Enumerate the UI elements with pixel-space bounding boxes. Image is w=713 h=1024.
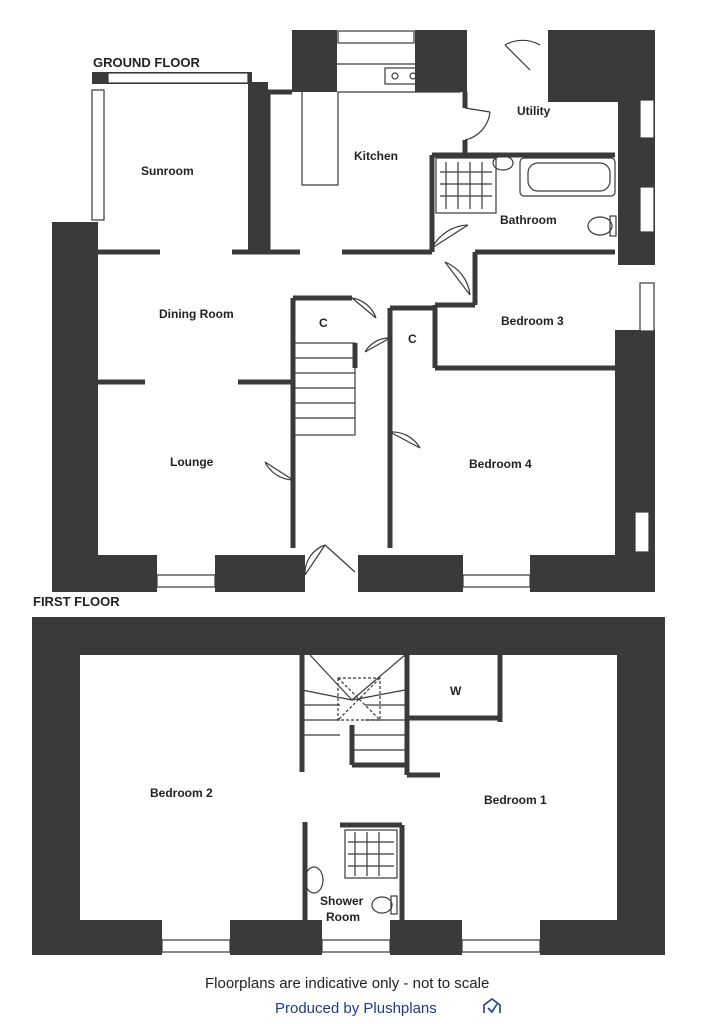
room-label-cupboard-2: C [408, 332, 417, 346]
shower-tray-icon [436, 158, 496, 213]
kitchen-north-wall-east [415, 30, 467, 92]
room-label-lounge: Lounge [170, 455, 214, 469]
shower-room-toilet-icon [372, 897, 392, 913]
room-label-cupboard-1: C [319, 316, 328, 330]
first-east-wall [617, 617, 665, 955]
bedroom2-window [162, 940, 230, 952]
bedroom4-east-window [635, 512, 649, 552]
first-south-wall-4 [540, 920, 665, 955]
ground-south-wall-4 [530, 555, 655, 592]
first-south-wall-2 [230, 920, 322, 955]
bedroom4-south-window [463, 575, 530, 587]
room-label-bedroom-4: Bedroom 4 [469, 457, 532, 471]
room-label-bathroom: Bathroom [500, 213, 557, 227]
ground-south-wall-3 [358, 555, 463, 592]
first-north-wall [32, 617, 665, 655]
kitchen-window [338, 31, 414, 43]
toilet-icon [588, 217, 612, 235]
bedroom3-window [640, 283, 654, 331]
ground-stairs [293, 343, 355, 435]
ground-floor-title: GROUND FLOOR [93, 55, 200, 70]
room-label-bedroom-3: Bedroom 3 [501, 314, 564, 328]
plushplans-house-icon [484, 999, 500, 1013]
ground-west-wall [52, 222, 98, 592]
room-label-dining-room: Dining Room [159, 307, 234, 321]
first-floor-title: FIRST FLOOR [33, 594, 120, 609]
bathroom-window [640, 187, 654, 232]
room-label-wardrobe: W [450, 684, 462, 698]
sunroom-east-wall [248, 82, 268, 254]
bedroom1-window [462, 940, 540, 952]
room-label-sunroom: Sunroom [141, 164, 194, 178]
ground-floor-plan [52, 30, 655, 592]
utility-north-wall [548, 30, 655, 102]
shower-room-basin-icon [305, 867, 323, 893]
room-label-bedroom-1: Bedroom 1 [484, 793, 547, 807]
footer-disclaimer: Floorplans are indicative only - not to scale [205, 975, 490, 992]
room-label-shower-room-line2: Room [326, 910, 360, 924]
utility-window [640, 100, 654, 138]
first-west-wall [32, 617, 80, 955]
shower-room-window [322, 940, 390, 952]
room-label-utility: Utility [517, 104, 551, 118]
sunroom-north-window [108, 73, 248, 83]
first-south-wall-1 [32, 920, 162, 955]
ground-south-wall-1 [52, 555, 157, 592]
footer-credit: Produced by Plushplans [275, 1000, 437, 1017]
room-label-bedroom-2: Bedroom 2 [150, 786, 213, 800]
ground-south-wall-2 [215, 555, 305, 592]
sunroom-west-window [92, 90, 104, 220]
ground-east-wall-lower [615, 330, 655, 592]
room-label-shower-room-line1: Shower [320, 894, 364, 908]
kitchen-north-wall-west [292, 30, 337, 92]
first-south-wall-3 [390, 920, 462, 955]
room-label-kitchen: Kitchen [354, 149, 399, 163]
shower-tray-grid [440, 162, 492, 209]
lounge-window [157, 575, 215, 587]
